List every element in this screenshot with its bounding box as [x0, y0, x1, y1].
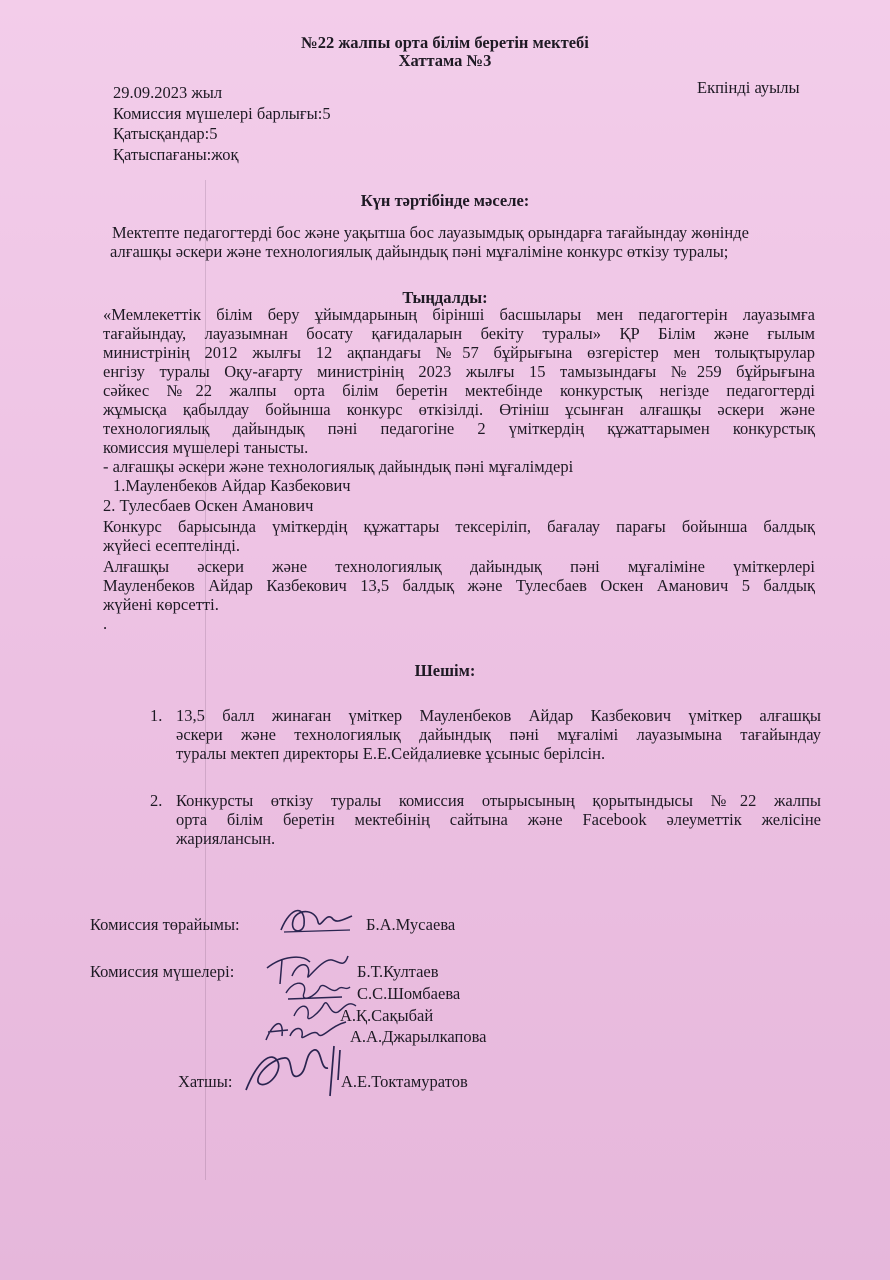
heard-line: тағайындау, лауазымнан босату қағидаларын бекіту туралы» ҚР Білім және ғылым: [103, 324, 815, 343]
heard-line: министрінің 2012 жылғы 12 ақпандағы №57 бұйрығына өзгерістер мен толықтырулар: [103, 343, 815, 362]
candidate-2: 2. Тулесбаев Оскен Аманович: [103, 496, 314, 515]
member-name: А.Қ.Сақыбай: [340, 1006, 434, 1025]
result-line: Алғашқы әскери және технологиялық дайындық пәні мұғаліміне үміткерлері: [103, 557, 815, 576]
school-name: №22 жалпы орта білім беретін мектебі: [301, 33, 589, 52]
secretary-name: А.Е.Токтамуратов: [341, 1072, 468, 1091]
member-name: А.А.Джарылкапова: [350, 1027, 487, 1046]
evaluation-line: жүйесі есептелінді.: [103, 536, 240, 555]
members-label: Комиссия мүшелері:: [90, 962, 235, 981]
members-total: Комиссия мүшелері барлығы:5: [113, 104, 331, 123]
members-present: Қатысқандар:5: [113, 124, 218, 143]
heard-line: жұмысқа қабылдау бойынша конкурс өткізілді. Өтініш ұсынған алғашқы әскери және: [103, 400, 815, 419]
decision-title: Шешім:: [414, 661, 476, 680]
heard-line: «Мемлекеттік білім беру ұйымдарының бірінші басшылары мен педагогтерін лауазымға: [103, 305, 815, 324]
evaluation-line: Конкурс барысында үміткердің құжаттары тексеріліп, бағалау парағы бойынша балдық: [103, 517, 815, 536]
protocol-title: Хаттама №3: [398, 51, 492, 70]
heard-line: енгізу туралы Оқу-ағарту министрінің 2023 жылғы 15 тамызындағы №259 бұйрығына: [103, 362, 815, 381]
secretary-signature: [238, 1040, 348, 1104]
protocol-place: Екпінді ауылы: [697, 78, 800, 97]
heard-line: технологиялық дайындық пәні педагогіне 2 үміткердің құжаттарымен конкурстық: [103, 419, 815, 438]
protocol-date: 29.09.2023 жыл: [113, 83, 223, 102]
agenda-line: Мектепте педагогтерді бос және уақытша бос лауазымдық орындарға тағайындау жөнінде: [112, 223, 749, 242]
decision-item-number: 1.: [150, 706, 163, 725]
members-absent: Қатыспағаны:жоқ: [113, 145, 239, 164]
decision-item: [176, 706, 821, 763]
candidate-1: 1.Мауленбеков Айдар Казбекович: [113, 476, 351, 495]
chair-name: Б.А.Мусаева: [366, 915, 456, 934]
heard-paragraph: [103, 305, 815, 633]
result-line: жүйені көрсетті.: [103, 595, 219, 614]
decision-line: әскери және технологиялық дайындық пәні мұғалімі лауазымына тағайындау: [176, 725, 821, 744]
decision-line: 13,5 балл жинаған үміткер Мауленбеков Айдар Казбекович үміткер алғашқы: [176, 706, 821, 725]
secretary-label: Хатшы:: [178, 1072, 233, 1091]
member-name: Б.Т.Култаев: [357, 962, 439, 981]
heard-line: комиссия мүшелері танысты.: [103, 438, 309, 457]
decision-line: жарияланcын.: [176, 829, 276, 848]
agenda-title: Күн тәртібінде мәселе:: [360, 191, 530, 210]
decision-item: [176, 791, 821, 848]
decision-line: орта білім беретін мектебінің сайтына және Facebook әлеуметтік желісіне: [176, 810, 821, 829]
member-name: С.С.Шомбаева: [357, 984, 461, 1003]
chair-signature: [276, 900, 356, 940]
agenda-line: алғашқы әскери және технологиялық дайындық пәні мұғаліміне конкурс өткізу туралы;: [110, 242, 729, 261]
subject-line: - алғашқы әскери және технологиялық дайындық пәні мұғалімдері: [103, 457, 574, 476]
decision-item-number: 2.: [150, 791, 163, 810]
decision-line: Конкурсты өткізу туралы комиссия отырысының қорытындысы №22 жалпы: [176, 791, 821, 810]
heard-line: сәйкес №22 жалпы орта білім беретін мектебінде конкурстық негізде педагогтерді: [103, 381, 815, 400]
stray-dot: .: [103, 614, 108, 633]
result-line: Мауленбеков Айдар Казбекович 13,5 балдық және Тулесбаев Оскен Аманович 5 балдық: [103, 576, 815, 595]
heard-title: Тыңдалды:: [402, 288, 488, 307]
chair-label: Комиссия төрайымы:: [90, 915, 240, 934]
decision-line: туралы мектеп директоры Е.Е.Сейдалиевке ұсыныс берілсін.: [176, 744, 606, 763]
